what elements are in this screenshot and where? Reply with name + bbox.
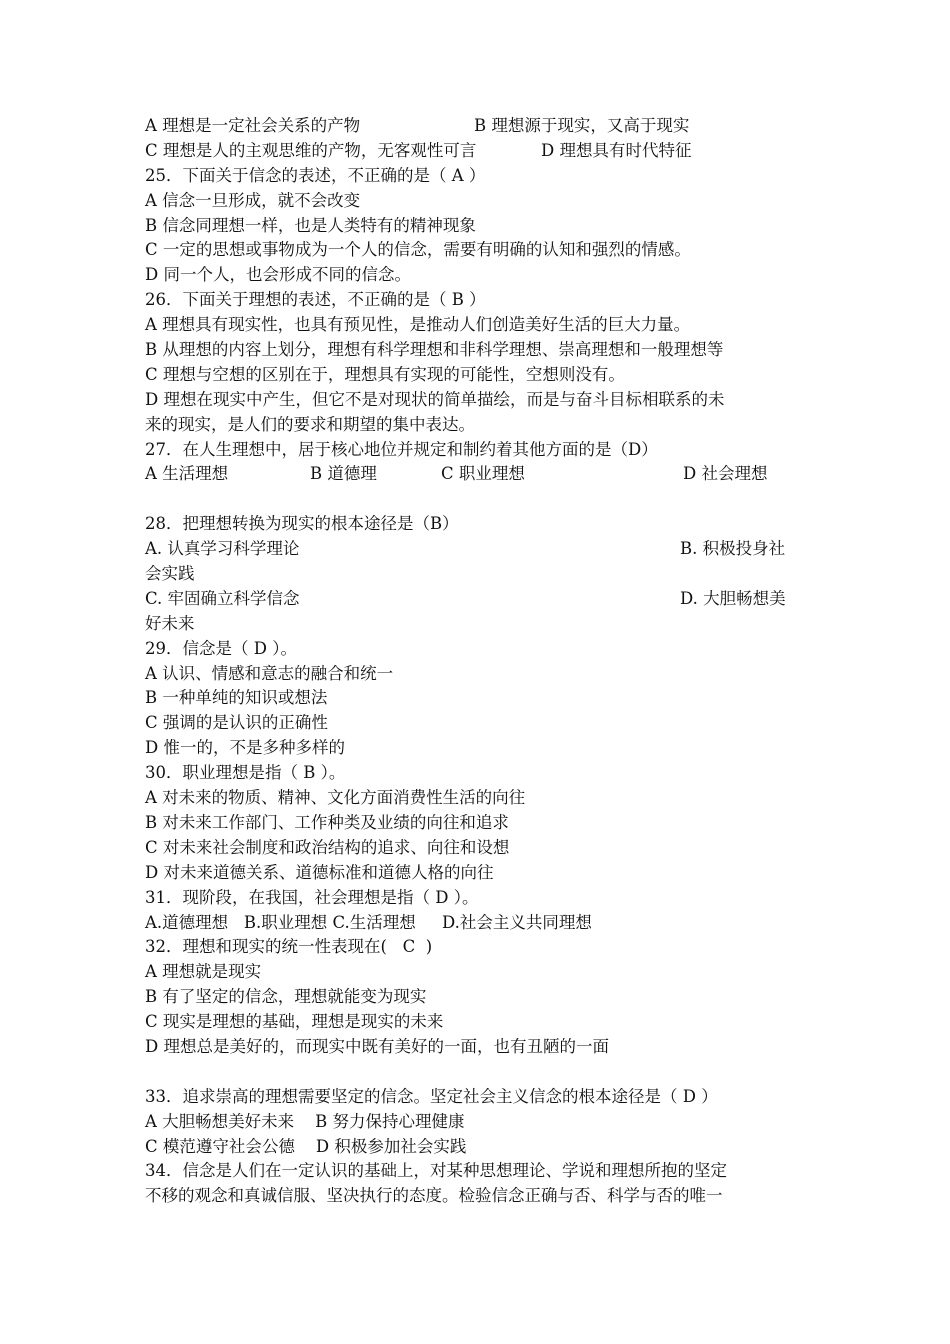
- q27-option-d: D 社会理想: [683, 464, 768, 484]
- q26-option-d-line1: D 理想在现实中产生，但它不是对现状的简单描绘，而是与奋斗目标相联系的未: [145, 389, 725, 409]
- q28-stem: 28．把理想转换为现实的根本途径是（B）: [145, 514, 459, 534]
- q26-option-d-line2: 来的现实，是人们的要求和期望的集中表达。: [145, 414, 475, 434]
- q30-option: B 对未来工作部门、工作种类及业绩的向往和追求: [145, 812, 509, 832]
- q26-option: A 理想具有现实性，也具有预见性，是推动人们创造美好生活的巨大力量。: [145, 315, 691, 335]
- q24-option-d: D 理想具有时代特征: [541, 140, 692, 160]
- q34-text-line1: 34．信念是人们在一定认识的基础上，对某种思想理论、学说和理想所抱的坚定: [145, 1161, 727, 1181]
- q27-option-b: B 道德理: [310, 464, 377, 484]
- q32-option: A 理想就是现实: [145, 962, 262, 982]
- q27-option-a: A 生活理想: [145, 464, 229, 484]
- q24-options-ab: [145, 114, 808, 139]
- q27-option-c: C 职业理想: [441, 464, 525, 484]
- q33-options-cd: C 模范遵守社会公德 D 积极参加社会实践: [145, 1136, 467, 1156]
- q28-options-cd: [145, 587, 808, 612]
- q27-stem: 27．在人生理想中，居于核心地位并规定和制约着其他方面的是（D）: [145, 439, 658, 459]
- q28-option-d-wrap: 好未来: [145, 613, 195, 633]
- q24-option-c: C 理想是人的主观思维的产物，无客观性可言: [145, 140, 477, 160]
- q26-option: B 从理想的内容上划分，理想有科学理想和非科学理想、崇高理想和一般理想等: [145, 340, 724, 360]
- q24-option-a: A 理想是一定社会关系的产物: [145, 116, 361, 135]
- q28-option-d: D. 大胆畅想美: [680, 588, 786, 608]
- q31-options: A.道德理想 B.职业理想 C.生活理想 D.社会主义共同理想: [145, 912, 592, 932]
- document-page: [145, 114, 808, 1209]
- q33-stem: 33．追求崇高的理想需要坚定的信念。坚定社会主义信念的根本途径是（ D ）: [145, 1086, 718, 1106]
- q29-option: A 认识、情感和意志的融合和统一: [145, 663, 394, 683]
- q26-option: C 理想与空想的区别在于，理想具有实现的可能性，空想则没有。: [145, 364, 625, 384]
- spacer: [145, 487, 808, 512]
- q25-option: C 一定的思想或事物成为一个人的信念，需要有明确的认知和强烈的情感。: [145, 240, 691, 260]
- q31-stem: 31．现阶段，在我国，社会理想是指（ D ）。: [145, 887, 479, 907]
- q30-stem: 30．职业理想是指（ B ）。: [145, 763, 346, 783]
- q32-stem: 32．理想和现实的统一性表现在( C ): [145, 937, 433, 957]
- q28-options-ab: [145, 537, 808, 562]
- spacer: [145, 1060, 808, 1085]
- q27-options: [145, 462, 808, 487]
- q25-stem: 25．下面关于信念的表述，不正确的是（ A ）: [145, 165, 486, 185]
- q24-option-b: B 理想源于现实，又高于现实: [474, 116, 690, 135]
- q29-option: B 一种单纯的知识或想法: [145, 688, 328, 708]
- q33-options-ab: A 大胆畅想美好未来 B 努力保持心理健康: [145, 1111, 465, 1131]
- q29-stem: 29．信念是（ D ）。: [145, 638, 297, 658]
- q29-option: D 惟一的，不是多种多样的: [145, 738, 345, 758]
- q24-options-cd: [145, 139, 808, 164]
- q32-option: B 有了坚定的信念，理想就能变为现实: [145, 987, 427, 1007]
- q25-option: D 同一个人，也会形成不同的信念。: [145, 265, 411, 285]
- q28-option-b: B. 积极投身社: [680, 539, 786, 559]
- q28-option-b-wrap: 会实践: [145, 564, 195, 584]
- q25-option: B 信念同理想一样，也是人类特有的精神现象: [145, 215, 476, 235]
- q32-option: D 理想总是美好的，而现实中既有美好的一面，也有丑陋的一面: [145, 1036, 609, 1056]
- q34-text-line2: 不移的观念和真诚信服、坚决执行的态度。检验信念正确与否、科学与否的唯一: [145, 1186, 723, 1206]
- q30-option: A 对未来的物质、精神、文化方面消费性生活的向往: [145, 788, 526, 808]
- q30-option: C 对未来社会制度和政治结构的追求、向往和设想: [145, 837, 510, 857]
- q28-option-c: C. 牢固确立科学信念: [145, 588, 300, 608]
- q32-option: C 现实是理想的基础，理想是现实的未来: [145, 1012, 444, 1032]
- q26-stem: 26．下面关于理想的表述，不正确的是（ B ）: [145, 290, 486, 310]
- q25-option: A 信念一旦形成，就不会改变: [145, 190, 361, 210]
- q28-option-a: A. 认真学习科学理论: [145, 539, 300, 559]
- q29-option: C 强调的是认识的正确性: [145, 713, 328, 733]
- q30-option: D 对未来道德关系、道德标准和道德人格的向往: [145, 862, 494, 882]
